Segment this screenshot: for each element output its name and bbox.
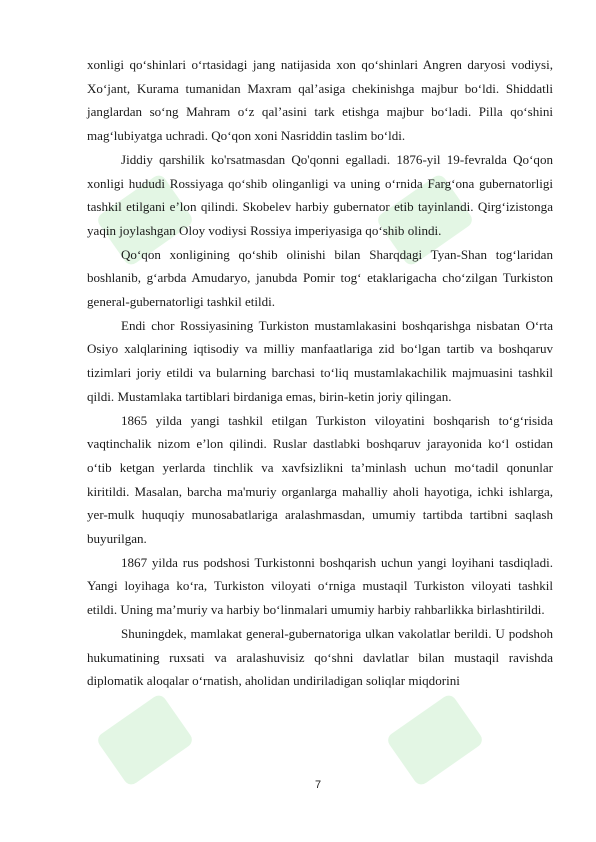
- paragraph: Endi chor Rossiyasining Turkiston mustamlakasini boshqarishga nisbatan O‘rta Osiyo xalqlarining iqtisodiy va milliy manfaatlariga zid bo‘lgan tartib va boshqaruv tizimlari joriy etildi va bularning barchasi to‘liq mustamlakachilik majmuasini tashkil qildi. Mustamlaka tartiblari birdaniga emas, birin-ketin joriy qilingan.: [87, 317, 553, 404]
- paragraph: xonligi qo‘shinlari o‘rtasidagi jang natijasida xon qo‘shinlari Angren daryosi vodiysi, Xo‘jant, Kurama tumanidan Maxram qal’asiga chekinishga majbur bo‘ldi. Shiddatli janglardan so‘ng Mahram o‘z qal’asini tark etishga majbur bo‘ladi. Pilla qo‘shini mag‘lubiyatga uchradi. Qo‘qon xoni Nasriddin taslim bo‘ldi.: [87, 57, 553, 144]
- paragraph: 1867 yilda rus podshosi Turkistonni boshqarish uchun yangi loyihani tasdiqladi. Yangi loyihaga ko‘ra, Turkiston viloyati o‘rniga mustaqil Turkiston viloyati tashkil etildi. Uning ma’muriy va harbiy bo‘linmalari umumiy harbiy rahbarlikka birlashtirildi.: [87, 554, 553, 618]
- paragraph: Jiddiy qarshilik ko'rsatmasdan Qo'qonni egalladi. 1876-yil 19-fevralda Qo‘qon xonligi hududi Rossiyaga qo‘shib olinganligi va uning o‘rnida Farg‘ona gubernatorligi tashkil etilgani e’lon qilindi. Skobelev harbiy gubernator etib tayinlandi. Qirg‘izistonga yaqin joylashgan Oloy vodiysi Rossiya imperiyasiga qo‘shib olindi.: [87, 151, 553, 238]
- paragraph: Shuningdek, mamlakat general-gubernatoriga ulkan vakolatlar berildi. U podshoh hukumatining ruxsati va aralashuvisiz qo‘shni davlatlar bilan mustaqil ravishda diplomatik aloqalar o‘rnatish, aholidan undiriladigan soliqlar miqdorini: [87, 625, 553, 689]
- paragraph: Qo‘qon xonligining qo‘shib olinishi bilan Sharqdagi Tyan-Shan tog‘laridan boshlanib, g‘arbda Amudaryo, janubda Pomir tog‘ etaklarigacha cho‘zilgan Turkiston general-gubernatorligi tashkil etildi.: [87, 246, 553, 310]
- document-body: [87, 53, 553, 693]
- paragraph: 1865 yilda yangi tashkil etilgan Turkiston viloyatini boshqarish to‘g‘risida vaqtinchalik nizom e’lon qilindi. Ruslar dastlabki boshqaruv jarayonida ko‘l ostidan o‘tib ketgan yerlarda tinchlik va xavfsizlikni ta’minlash uchun mo‘tadil qonunlar kiritildi. Masalan, barcha ma'muriy organlarga mahalliy aholi hayotiga, ichki ishlarga, yer-mulk huquqiy munosabatlariga aralashmasdan, umumiy tartibda tartibni saqlash buyurilgan.: [87, 412, 553, 547]
- page-number: 7: [314, 779, 322, 791]
